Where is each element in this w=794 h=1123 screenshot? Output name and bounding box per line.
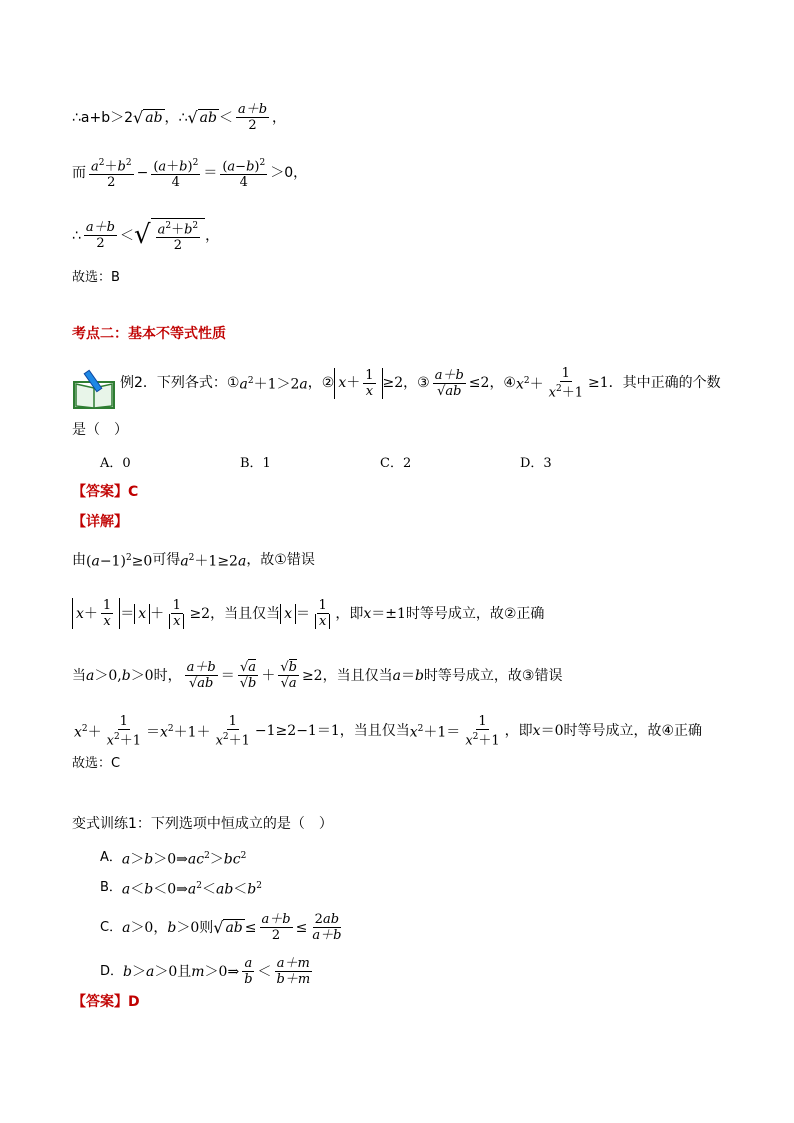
- section-title: 考点二：基本不等式性质: [72, 326, 226, 342]
- detail-line-4: $x^2+$ $\frac{1}{x^2+1}$ $=x^2+1+$ $\frac{1}{x^2+1}$ −1≥2−1＝1 ，当且仅当 $x^2+1=$ $\frac{1}{x^2+1}$ ，即 x＝0 时等号成立，故④正确: [74, 714, 703, 749]
- detail-line-3: 当 a＞0,b＞0 时， $\frac{a+b}{√ab}$ ＝ $\frac{√a}{√b}$ ＋ $\frac{√b}{√a}$ ≥2 ，当且仅当 a＝b 时等号成立，故③错误: [72, 660, 563, 691]
- proof-line-3: ∴ $\frac{a+b}{2}$ ＜ √ $\frac{a^2+b^2}{2}$ ，: [72, 220, 220, 254]
- detail-line-2: x ＋ $\frac{1}{x}$ ＝ x ＋ $\frac{1}{x}$ ≥2 ，当且仅当 x ＝ $\frac{1}{x}$ ，即 x＝±1 时等号成立，故②正确: [72, 598, 544, 629]
- option-b: B．1: [240, 456, 271, 471]
- example2-statement: 例2．下列各式： ① $a^2+1>2a$ ，② x ＋ $\frac{1}{x}$ ≥2 ，③ $\frac{a+b}{√ab}$ ≤2 ，④ $x^2+$ $\frac{1}{x^2+1}$ ≥1 ．其中正确的个数: [120, 366, 721, 401]
- detail-line-1: 由 $(a-1)^2\ge 0$ 可得 $a^2+1\ge 2a$ ，故①错误: [72, 551, 315, 570]
- variant1-option-d: D． b＞a＞0 且 m＞0⇒ $\frac{a}{b}$ ＜ $\frac{a+m}{b+m}$: [100, 956, 311, 987]
- example2-answer: 【答案】 C: [72, 484, 139, 500]
- variant1-title: 变式训练1：下列选项中恒成立的是（ ）: [72, 816, 333, 832]
- variant1-option-c: C． a＞0 ， b＞0 则 √ ab ≤ $\frac{a+b}{2}$ ≤ $\frac{2ab}{a+b}$: [100, 912, 342, 943]
- variant1-answer: 【答案】 D: [72, 994, 140, 1010]
- example2-choice: 故选：C: [72, 756, 121, 771]
- option-d: D．3: [520, 456, 552, 471]
- example2-statement-tail: 是（ ）: [72, 422, 128, 438]
- variant1-option-b: B． $a<b<0\Rightarrow a^2<ab<b^2$: [100, 879, 262, 898]
- option-a: A．0: [100, 456, 131, 471]
- book-pencil-icon: [72, 368, 118, 410]
- option-c: C．2: [380, 456, 412, 471]
- proof-line-1: ∴a+b＞2 √ ab ，∴ √ ab ＜ $\frac{a+b}{2}$ ，: [72, 102, 287, 133]
- variant1-option-a: A． $a>b>0\Rightarrow ac^2>bc^2$: [100, 849, 247, 868]
- example2-detail-heading: 【详解】: [72, 514, 128, 530]
- proof-choice: 故选：B: [72, 270, 120, 285]
- proof-line-2: 而 $\frac{a^2+b^2}{2}$ − $\frac{(a+b)^2}{4}$ ＝ $\frac{(a-b)^2}{4}$ ＞0，: [72, 158, 308, 191]
